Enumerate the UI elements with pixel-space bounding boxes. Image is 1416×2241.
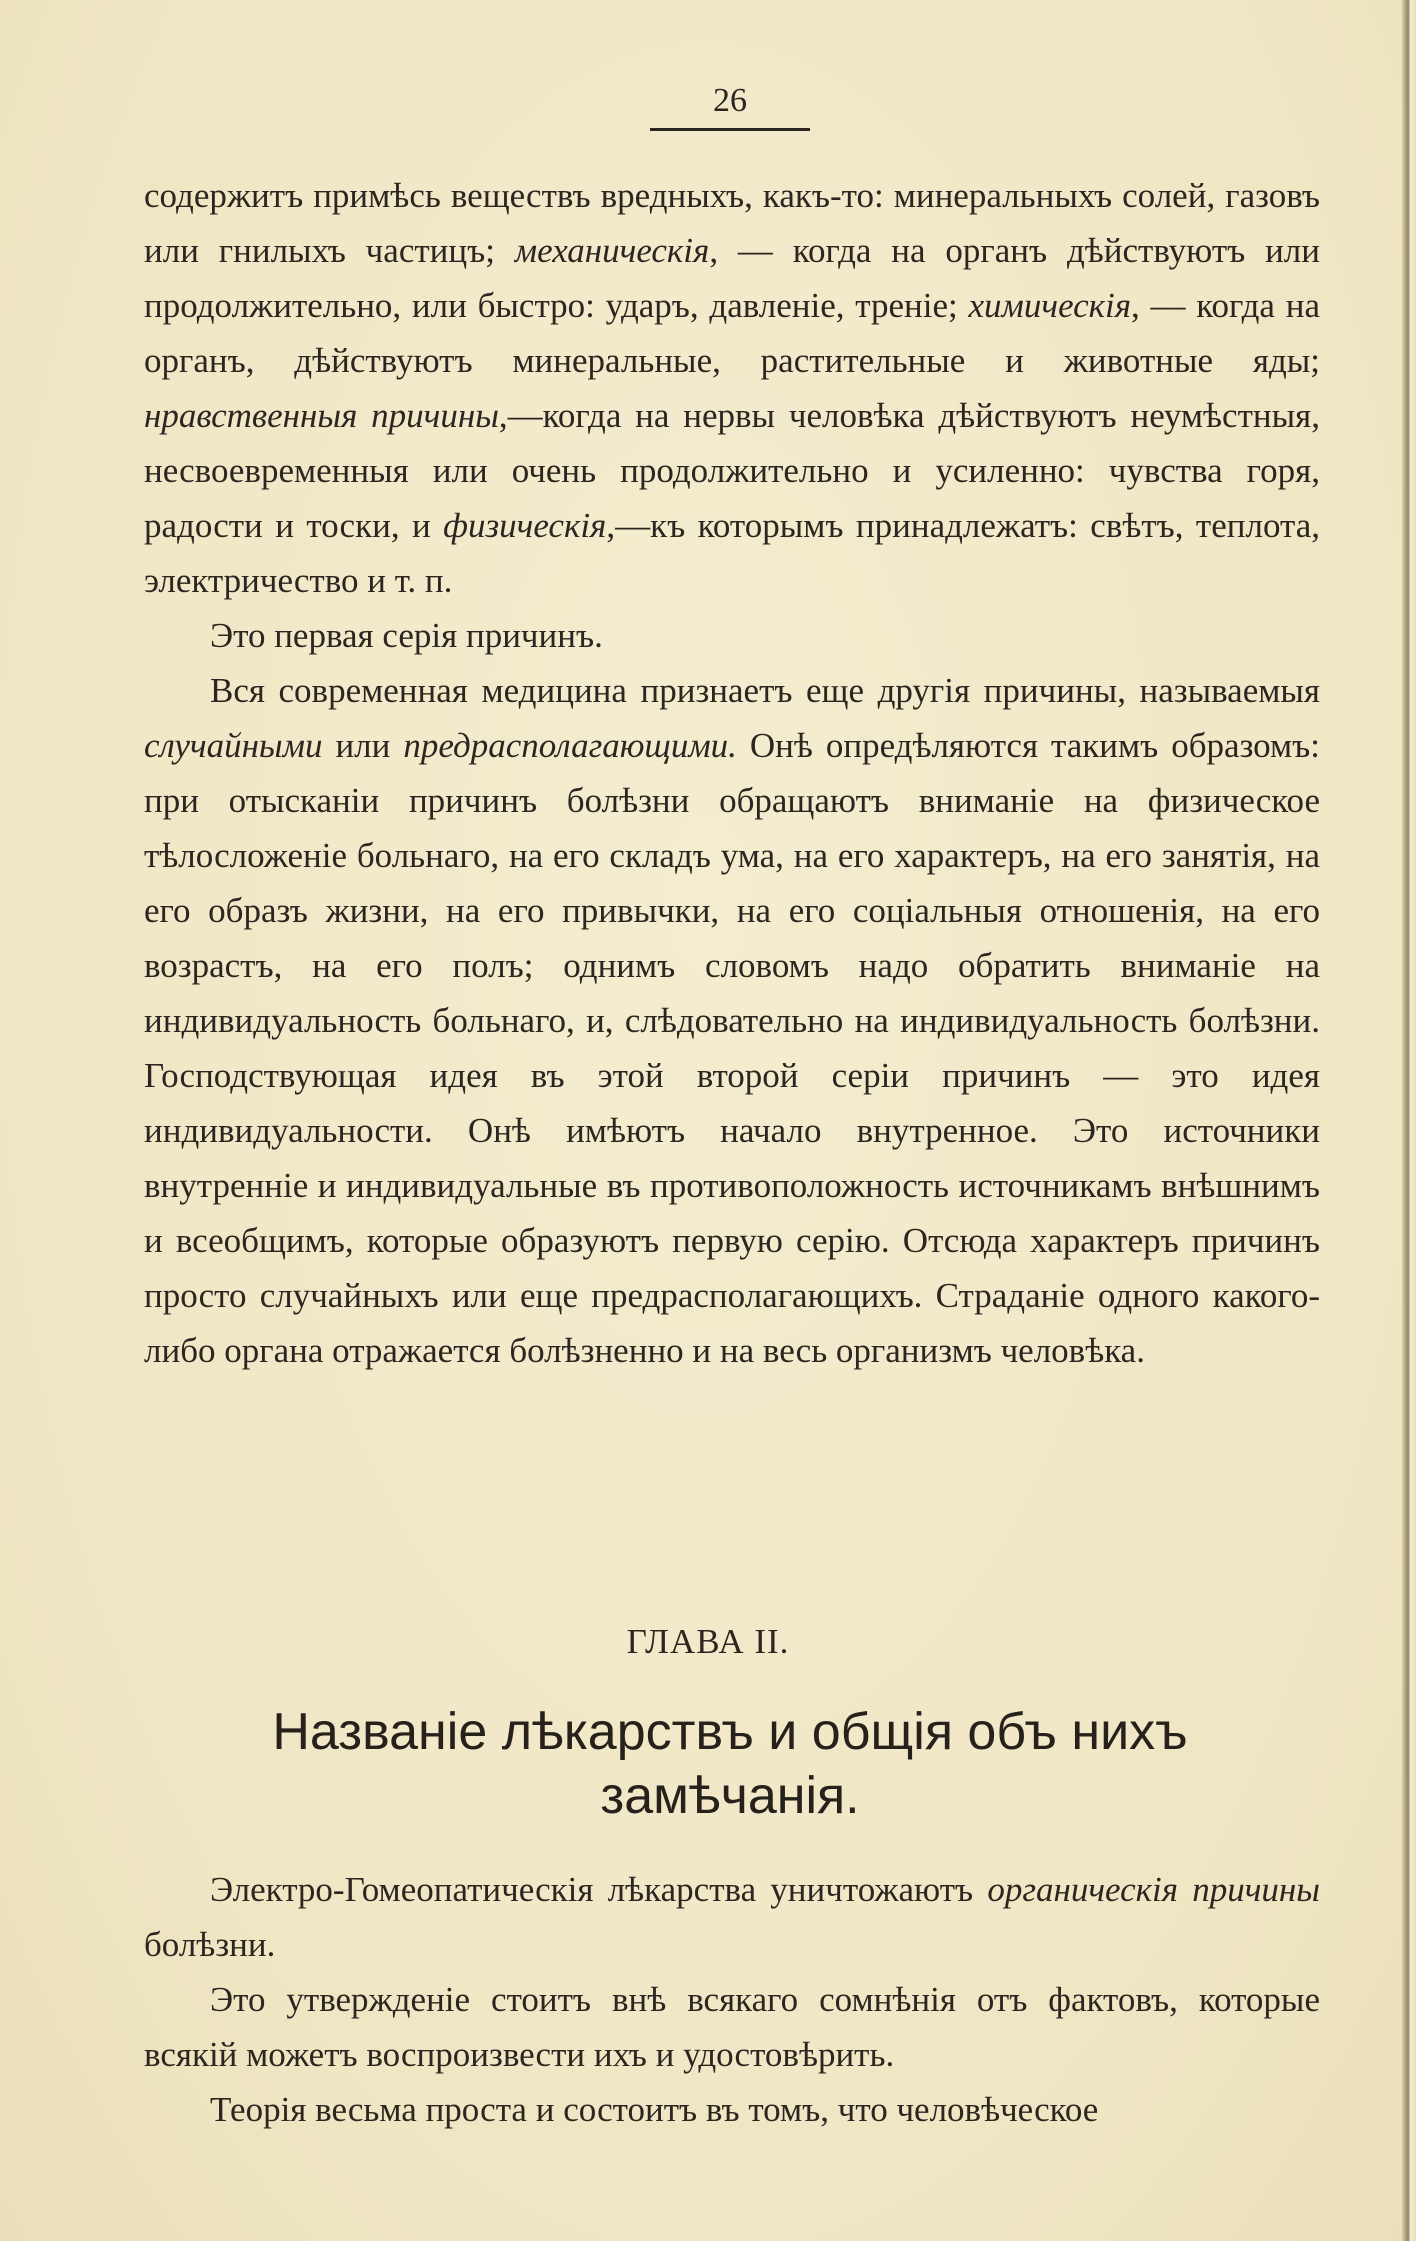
text-run: Онѣ опредѣляются такимъ образомъ: при отысканіи причинъ болѣзни обращаютъ вниманіе на физическое тѣлосложеніе больнаго, на его складъ ума, на его характеръ, на его занятія, на его образъ жизни, на его привычки, на его соціальныя отношенія, на его возрастъ, на его полъ; однимъ словомъ надо обратить вниманіе на индивидуальность больнаго, и, слѣдовательно на индивидуальность болѣзни. Господствующая идея въ этой второй серіи причинъ — это идея индивидуальности. Онѣ имѣютъ начало внутренное. Это источники внутренніе и индивидуальные въ противоположность источникамъ внѣшнимъ и всеобщимъ, которые образуютъ первую серію. Отсюда характеръ причинъ просто случайныхъ или еще предрасполагающихъ. Страданіе одного какого-либо органа отражается болѣзненно и на весь организмъ человѣка.	[144, 726, 1320, 1370]
italic-term: нравственныя причины	[144, 396, 499, 435]
text-run: , — когда на органъ дѣйствуютъ или продолжительно, или быстро: ударъ, давленіе, треніе;	[144, 231, 1320, 325]
text-run: ,—когда на нервы человѣка дѣйствуютъ неумѣстныя, несвоевременныя или очень продолжительно и усиленно: чувства горя, радости и тоски, и	[144, 396, 1320, 545]
italic-term: физическія	[443, 506, 607, 545]
text-run: Теорія весьма проста и состоитъ въ томъ, что человѣческое	[210, 2090, 1099, 2129]
italic-term: химическія	[968, 286, 1132, 325]
text-run: или	[322, 726, 404, 765]
text-run: болѣзни.	[144, 1925, 276, 1964]
text-run: содержитъ примѣсь веществъ вредныхъ, какъ-то: минеральныхъ солей, газовъ или гнилыхъ частицъ;	[144, 176, 1320, 270]
italic-term: случайными	[144, 726, 323, 765]
paragraph-first-series	[144, 608, 1320, 663]
page-number: 26	[650, 82, 810, 131]
paragraph-second-series	[144, 663, 1320, 1378]
italic-term: органическія причины	[987, 1870, 1320, 1909]
chapter-label: ГЛАВА II.	[626, 1622, 790, 1661]
text-run: Это первая серія причинъ.	[210, 616, 603, 655]
italic-term: механическія	[514, 231, 710, 270]
body-text-lower	[144, 1862, 1320, 2137]
text-run: Вся современная медицина признаетъ еще другія причины, называемыя	[210, 671, 1320, 710]
paragraph-theory	[144, 2082, 1320, 2137]
text-run: Это утвержденіе стоитъ внѣ всякаго сомнѣнія отъ фактовъ, которые всякій можетъ воспроизвести ихъ и удостовѣрить.	[144, 1980, 1320, 2074]
page-edge	[1402, 0, 1416, 2241]
chapter-title: Названіе лѣкарствъ и общія объ нихъ замѣчанія.	[272, 1703, 1188, 1825]
paragraph-assertion	[144, 1972, 1320, 2082]
paragraph-causes-list	[144, 168, 1320, 608]
text-run: , — когда на органъ, дѣйствуютъ минеральные, растительные и животные яды;	[144, 286, 1320, 380]
text-run: ,—къ которымъ принадлежатъ: свѣтъ, теплота, электричество и т. п.	[144, 506, 1320, 600]
body-text-upper	[144, 168, 1320, 1378]
italic-term: предрасполагающими.	[403, 726, 737, 765]
text-run: Электро-Гомеопатическія лѣкарства уничтожаютъ	[210, 1870, 988, 1909]
paragraph-remedies	[144, 1862, 1320, 1972]
